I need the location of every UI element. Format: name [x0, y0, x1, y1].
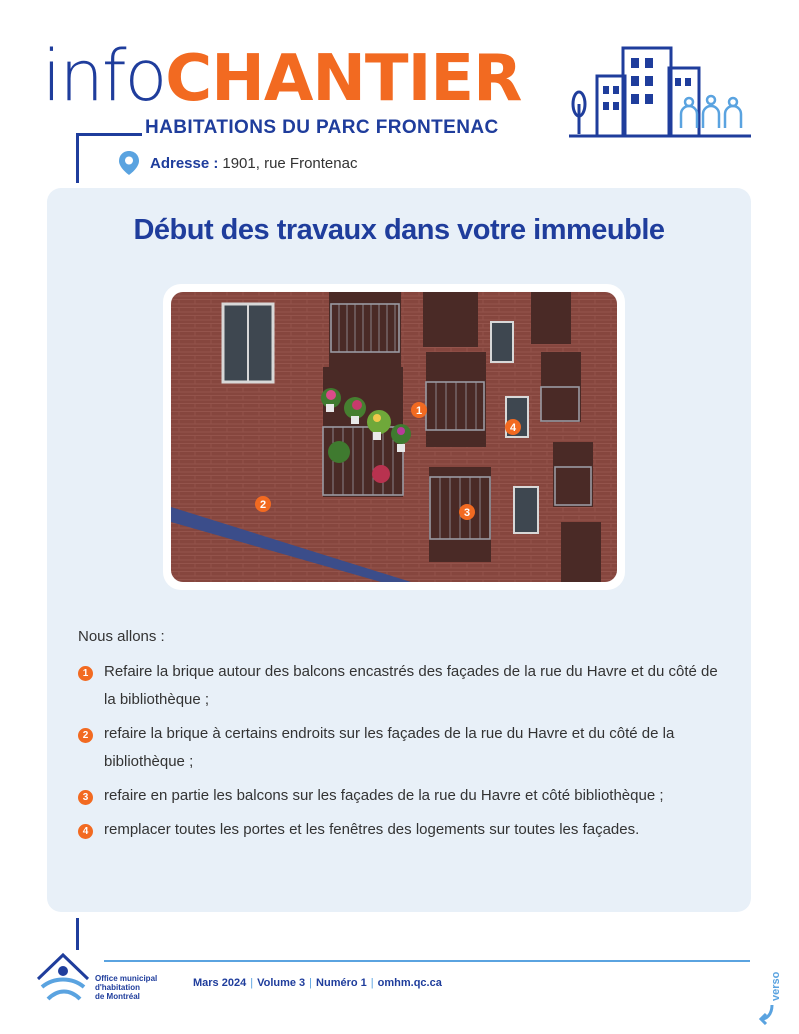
list-number-badge: 2 [78, 728, 93, 743]
content-panel [47, 188, 751, 912]
list-number-badge: 3 [78, 790, 93, 805]
omhm-logo-icon [34, 945, 92, 1007]
location-pin-icon [118, 150, 140, 176]
address-line [118, 150, 357, 176]
issue-volume: Volume 3 [257, 977, 306, 989]
photo-frame [163, 284, 625, 590]
address-value: 1901, rue Frontenac [222, 154, 358, 172]
verso-label: verso [770, 971, 782, 1001]
issue-date: Mars 2024 [193, 977, 247, 989]
org-line-2: d'habitation [95, 983, 141, 992]
list-item-text: refaire en partie les balcons sur les façades de la rue du Havre et côté bibliothèque ; [104, 787, 664, 804]
photo-marker-1-label: 1 [415, 405, 423, 417]
photo-marker-3-label: 3 [463, 507, 471, 519]
photo-marker-2-label: 2 [259, 499, 267, 511]
list-number-badge: 1 [78, 666, 93, 681]
org-name [95, 974, 175, 1001]
project-subtitle: HABITATIONS DU PARC FRONTENAC [145, 117, 499, 138]
brand-info: info [42, 35, 166, 117]
masthead-logo [42, 36, 521, 116]
org-line-1: Office municipal [95, 974, 158, 983]
header-bracket-line [76, 133, 142, 136]
address-label: Adresse : [150, 154, 219, 172]
building-skyline-icon [565, 44, 755, 140]
website-link[interactable]: omhm.qc.ca [377, 977, 442, 989]
header-bracket-vertical [76, 133, 79, 183]
list-item [78, 720, 728, 776]
photo-marker-4-label: 4 [509, 422, 517, 434]
works-list [78, 658, 728, 850]
issue-info: Mars 2024 | Volume 3 | Numéro 1 | omhm.qc.ca [193, 977, 442, 989]
list-item-text: remplacer toutes les portes et les fenêtres des logements sur toutes les façades. [104, 821, 640, 838]
issue-number: Numéro 1 [316, 977, 367, 989]
list-item [78, 658, 728, 714]
list-item-text: Refaire la brique autour des balcons encastrés des façades de la rue du Havre et du côté de la bibliothèque ; [104, 663, 718, 708]
list-item [78, 782, 728, 810]
list-item [78, 816, 728, 844]
list-item-text: refaire la brique à certains endroits sur les façades de la rue du Havre et du côté de la bibliothèque ; [104, 725, 675, 770]
org-line-3: de Montréal [95, 992, 140, 1001]
intro-text: Nous allons : [78, 628, 165, 645]
building-photo [171, 292, 617, 582]
footer-divider [104, 960, 750, 962]
verso-arrow-icon[interactable] [758, 965, 788, 1025]
list-number-badge: 4 [78, 824, 93, 839]
brand-chantier: CHANTIER [165, 42, 522, 116]
panel-title: Début des travaux dans votre immeuble [133, 214, 665, 246]
building-illustration [171, 292, 617, 582]
